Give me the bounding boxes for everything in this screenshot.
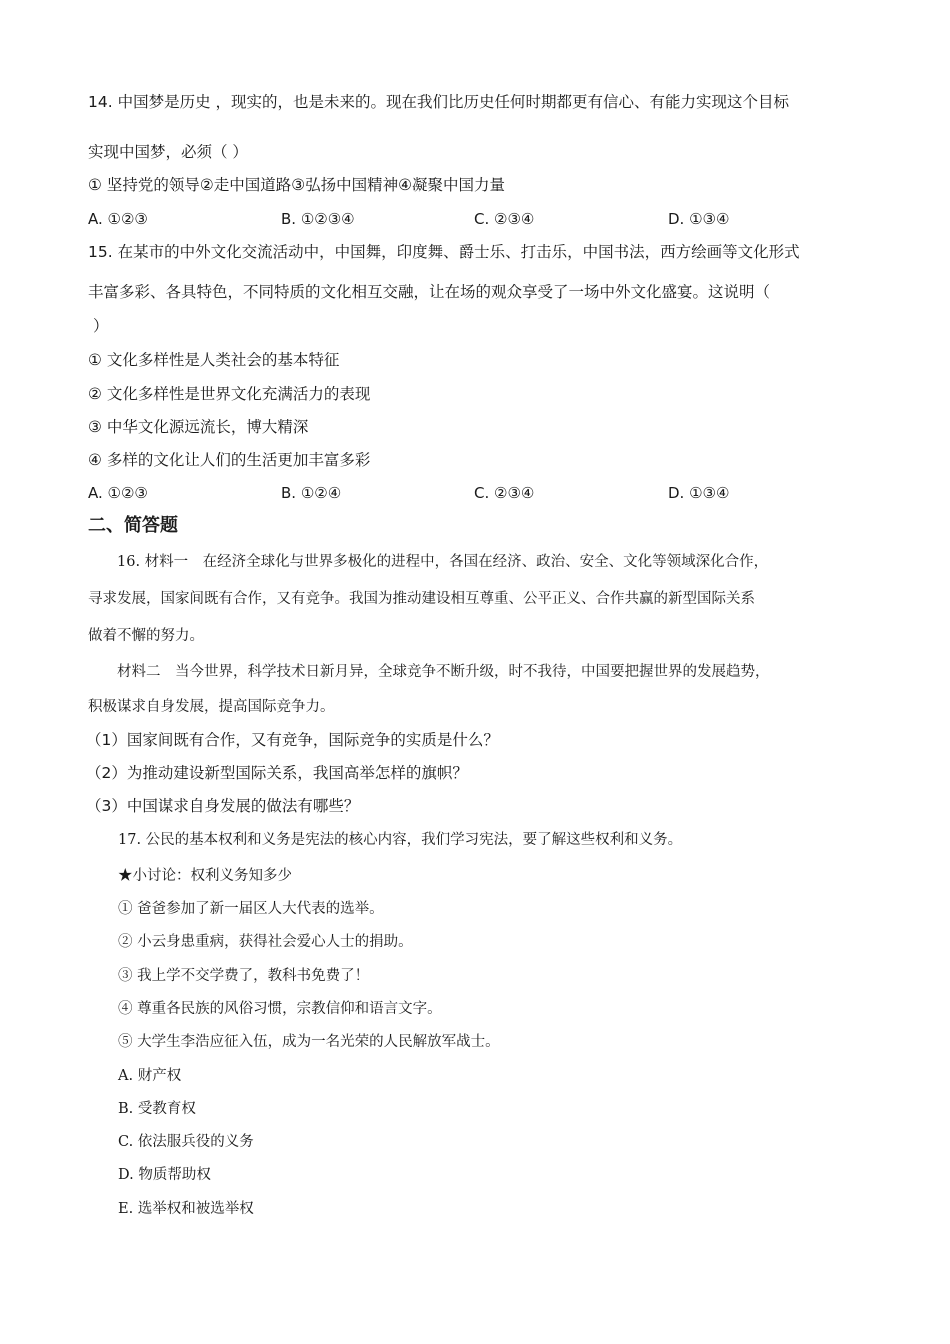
q17-item-1: ① 爸爸参加了新一届区人大代表的选举。: [118, 901, 384, 917]
q15-item-4: ④ 多样的文化让人们的生活更加丰富多彩: [88, 451, 371, 469]
q16-material1-line1: 16. 材料一 在经济全球化与世界多极化的进程中，各国在经济、政治、安全、文化等领域深化合作，: [117, 554, 769, 570]
q15-option-c[interactable]: C. ②③④: [474, 484, 535, 502]
q15-item-3: ③ 中华文化源远流长，博大精深: [88, 418, 309, 436]
q17-item-4: ④ 尊重各民族的风俗习惯，宗教信仰和语言文字。: [118, 1001, 442, 1017]
q16-question-2: （2）为推动建设新型国际关系，我国高举怎样的旗帜？: [86, 764, 468, 782]
q15-option-d[interactable]: D. ①③④: [668, 484, 730, 502]
q14-option-b[interactable]: B. ①②③④: [281, 210, 355, 228]
q17-item-3: ③ 我上学不交学费了，教科书免费了！: [118, 968, 370, 984]
q15-option-a[interactable]: A. ①②③: [88, 484, 148, 502]
q14-option-a[interactable]: A. ①②③: [88, 210, 148, 228]
section-heading: 二、简答题: [88, 515, 178, 536]
q17-intro: 17. 公民的基本权利和义务是宪法的核心内容，我们学习宪法，要了解这些权利和义务。: [118, 832, 683, 848]
q17-choice-c[interactable]: C. 依法服兵役的义务: [118, 1134, 254, 1150]
q17-item-2: ② 小云身患重病，获得社会爱心人士的捐助。: [118, 934, 413, 950]
q16-material1-line2: 寻求发展，国家间既有合作，又有竞争。我国为推动建设相互尊重、公平正义、合作共赢的新型国际关系: [88, 591, 755, 607]
q16-question-1: （1）国家间既有合作，又有竞争，国际竞争的实质是什么？: [86, 731, 499, 749]
q14-stem-line2: 实现中国梦，必须（ ）: [88, 143, 248, 161]
q16-material1-line3: 做着不懈的努力。: [88, 628, 204, 644]
q17-choice-d[interactable]: D. 物质帮助权: [118, 1167, 211, 1183]
q15-item-1: ① 文化多样性是人类社会的基本特征: [88, 351, 340, 369]
q17-choice-b[interactable]: B. 受教育权: [118, 1101, 196, 1117]
q17-discussion-title: ★小讨论：权利义务知多少: [118, 868, 292, 884]
q15-item-2: ② 文化多样性是世界文化充满活力的表现: [88, 385, 371, 403]
q17-choice-e[interactable]: E. 选举权和被选举权: [118, 1201, 254, 1217]
q14-option-d[interactable]: D. ①③④: [668, 210, 730, 228]
q15-stem-line1: 15. 在某市的中外文化交流活动中，中国舞，印度舞、爵士乐、打击乐，中国书法，西方绘画等文化形式: [88, 243, 800, 261]
q14-stem-line1: 14. 中国梦是历史 ，现实的，也是未来的。现在我们比历史任何时期都更有信心、有能力实现这个目标: [88, 93, 790, 111]
q15-option-b[interactable]: B. ①②④: [281, 484, 342, 502]
q15-stem-line2: 丰富多彩、各具特色，不同特质的文化相互交融，让在场的观众享受了一场中外文化盛宴。这说明（: [88, 283, 771, 301]
q15-stem-line3: ）: [93, 317, 109, 335]
q17-choice-a[interactable]: A. 财产权: [118, 1068, 182, 1084]
q17-item-5: ⑤ 大学生李浩应征入伍，成为一名光荣的人民解放军战士。: [118, 1034, 500, 1050]
q16-material2-line1: 材料二 当今世界，科学技术日新月异，全球竞争不断升级，时不我待，中国要把握世界的发展趋势，: [117, 664, 770, 680]
q16-material2-line2: 积极谋求自身发展，提高国际竞争力。: [88, 699, 335, 715]
q14-option-c[interactable]: C. ②③④: [474, 210, 535, 228]
q14-items: ① 坚持党的领导②走中国道路③弘扬中国精神④凝聚中国力量: [88, 176, 506, 194]
q16-question-3: （3）中国谋求自身发展的做法有哪些？: [86, 797, 360, 815]
